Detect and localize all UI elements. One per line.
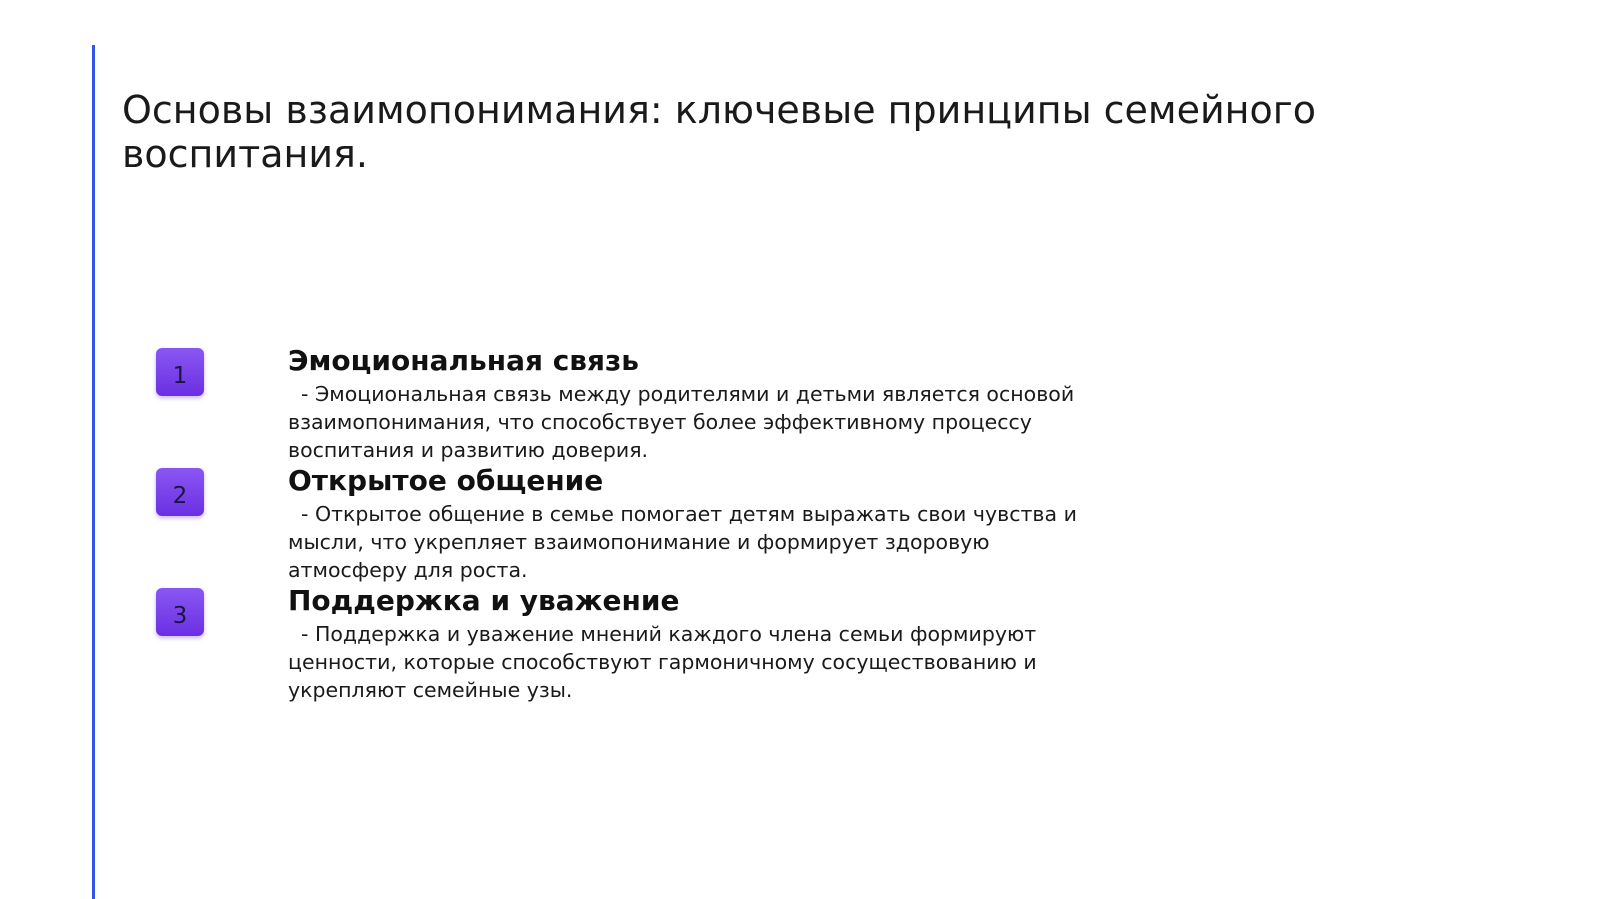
item-title: Поддержка и уважение xyxy=(288,584,680,617)
accent-line xyxy=(92,45,95,899)
number-badge: 3 xyxy=(156,588,204,636)
slide-title: Основы взаимопонимания: ключевые принципы семейного воспитания. xyxy=(122,88,1316,176)
item-description: - Эмоциональная связь между родителями и детьми является основой взаимопонимания, что способствует более эффективному процессу воспитания и развитию доверия. xyxy=(288,382,1081,462)
number-badge: 2 xyxy=(156,468,204,516)
item-title: Открытое общение xyxy=(288,464,604,497)
item-title: Эмоциональная связь xyxy=(288,344,639,377)
number-badge: 1 xyxy=(156,348,204,396)
item-description: - Поддержка и уважение мнений каждого члена семьи формируют ценности, которые способствуют гармоничному сосуществованию и укрепляют семейные узы. xyxy=(288,622,1044,702)
item-description: - Открытое общение в семье помогает детям выражать свои чувства и мысли, что укрепляет взаимопонимание и формирует здоровую атмосферу для роста. xyxy=(288,502,1084,582)
